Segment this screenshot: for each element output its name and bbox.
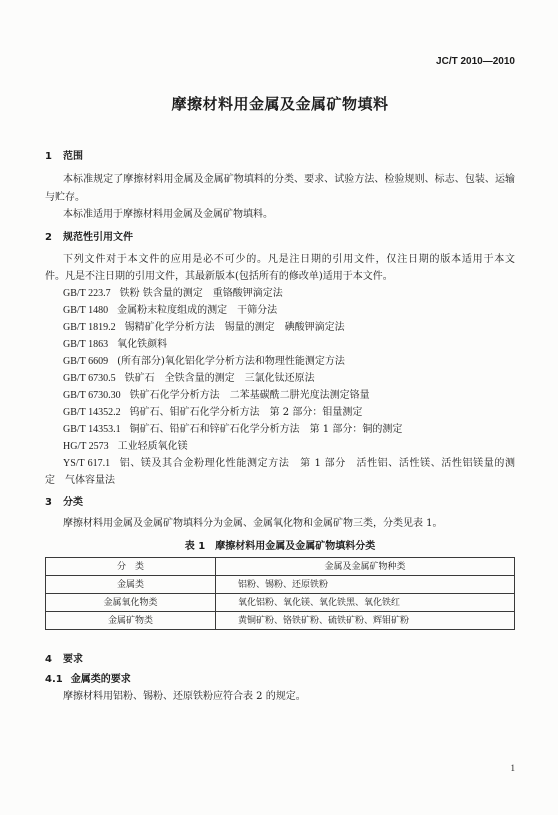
paragraph-line: 摩擦材料用铝粉、锡粉、还原铁粉应符合表 2 的规定。 — [63, 691, 306, 702]
document-title: 摩擦材料用金属及金属矿物填料 — [171, 95, 389, 113]
reference-item — [63, 303, 515, 319]
reference-code: GB/T 6730.5 — [63, 373, 116, 384]
reference-item — [63, 371, 515, 387]
table-cell-types: 铝粉、锡粉、还原铁粉 — [216, 576, 515, 594]
reference-item — [63, 422, 515, 438]
paragraph-line: 摩擦材料用金属及金属矿物填料分为金属、金属氧化物和金属矿物三类，分类见表 1。 — [63, 518, 443, 529]
table-cell-category: 金属矿物类 — [46, 612, 216, 630]
reference-code: HG/T 2573 — [63, 441, 109, 452]
reference-code: GB/T 6730.30 — [63, 390, 121, 401]
reference-title: 金属粉末粒度组成的测定 干筛分法 — [117, 305, 278, 316]
reference-code: YS/T 617.1 — [63, 458, 111, 469]
section-title: 范围 — [63, 151, 83, 162]
section-number: 4 — [45, 654, 52, 665]
reference-title: 氧化铁颜料 — [117, 339, 168, 350]
reference-code: GB/T 14353.1 — [63, 424, 121, 435]
reference-code: GB/T 1863 — [63, 339, 109, 350]
page-number: 1 — [510, 763, 515, 773]
table-header-row — [46, 558, 515, 576]
classification-table — [45, 557, 515, 630]
reference-item — [63, 405, 515, 421]
reference-title: 铜矿石、铅矿石和锌矿石化学分析方法 第 1 部分：铜的测定 — [129, 424, 403, 435]
section-2-heading — [45, 230, 515, 246]
table-cell-types: 黄铜矿粉、铬铁矿粉、硫铁矿粉、辉钼矿粉 — [216, 612, 515, 630]
paragraph-line: 下列文件对于本文件的应用是必不可少的。凡是注日期的引用文件，仅注日期的版本适用于本文 — [63, 254, 515, 265]
reference-title: 铝、镁及其合金粉理化性能测定方法 第 1 部分 活性铝、活性镁、活性铝镁量的测 — [119, 458, 515, 469]
table-cell-category: 金属类 — [46, 576, 216, 594]
table-label: 表 1 — [184, 541, 206, 552]
subsection-title: 金属类的要求 — [70, 674, 131, 685]
section-number: 1 — [45, 151, 52, 162]
reference-code: GB/T 1819.2 — [63, 322, 116, 333]
reference-title: 铁粉 铁含量的测定 重铬酸钾滴定法 — [119, 288, 283, 299]
subsection-4-1-heading — [45, 672, 515, 688]
reference-code: GB/T 6609 — [63, 356, 109, 367]
section-number: 2 — [45, 232, 52, 243]
reference-item — [63, 286, 515, 302]
reference-item — [63, 439, 515, 455]
table-cell-types: 氧化铝粉、氧化镁、氧化铁黑、氧化铁红 — [216, 594, 515, 612]
paragraph-line: 本标准适用于摩擦材料用金属及金属矿物填料。 — [63, 209, 273, 220]
section-number: 3 — [45, 497, 52, 508]
reference-code: GB/T 223.7 — [63, 288, 111, 299]
reference-item — [63, 320, 515, 336]
table-caption — [45, 539, 515, 555]
table-header-cell: 分 类 — [46, 558, 216, 576]
table-row — [46, 612, 515, 630]
table-row — [46, 594, 515, 612]
reference-item — [63, 456, 515, 472]
reference-title: 铁矿石化学分析方法 二苯基碳酰二肼光度法测定铬量 — [129, 390, 370, 401]
reference-item — [63, 337, 515, 353]
reference-title: 工业轻质氧化镁 — [117, 441, 188, 452]
section-4-heading — [45, 652, 515, 668]
paragraph-line: 件。凡是不注日期的引用文件，其最新版本(包括所有的修改单)适用于本文件。 — [45, 271, 393, 282]
subsection-number: 4.1 — [45, 674, 63, 685]
reference-item — [63, 388, 515, 404]
table-row — [46, 576, 515, 594]
section-title: 分类 — [63, 497, 83, 508]
section-3-heading — [45, 495, 515, 511]
section-1-heading — [45, 149, 515, 165]
reference-code: GB/T 1480 — [63, 305, 109, 316]
section-title: 要求 — [63, 654, 83, 665]
section-title: 规范性引用文件 — [63, 232, 133, 243]
reference-code: GB/T 14352.2 — [63, 407, 121, 418]
reference-title: 锡精矿化学分析方法 锡量的测定 碘酸钾滴定法 — [124, 322, 345, 333]
standard-number: JC/T 2010—2010 — [436, 56, 515, 67]
reference-title: 铁矿石 全铁含量的测定 三氯化钛还原法 — [124, 373, 315, 384]
table-cell-category: 金属氧化物类 — [46, 594, 216, 612]
reference-title-continuation: 定 气体容量法 — [45, 475, 115, 486]
table-header-cell: 金属及金属矿物种类 — [216, 558, 515, 576]
reference-title: 钨矿石、钼矿石化学分析方法 第 2 部分：钼量测定 — [129, 407, 363, 418]
reference-item — [63, 354, 515, 370]
paragraph-line: 与贮存。 — [45, 192, 85, 203]
table-title: 摩擦材料用金属及金属矿物填料分类 — [215, 541, 376, 552]
reference-title: (所有部分)氧化铝化学分析方法和物理性能测定方法 — [117, 356, 345, 367]
paragraph-line: 本标准规定了摩擦材料用金属及金属矿物填料的分类、要求、试验方法、检验规则、标志、包装、运输 — [63, 174, 515, 185]
